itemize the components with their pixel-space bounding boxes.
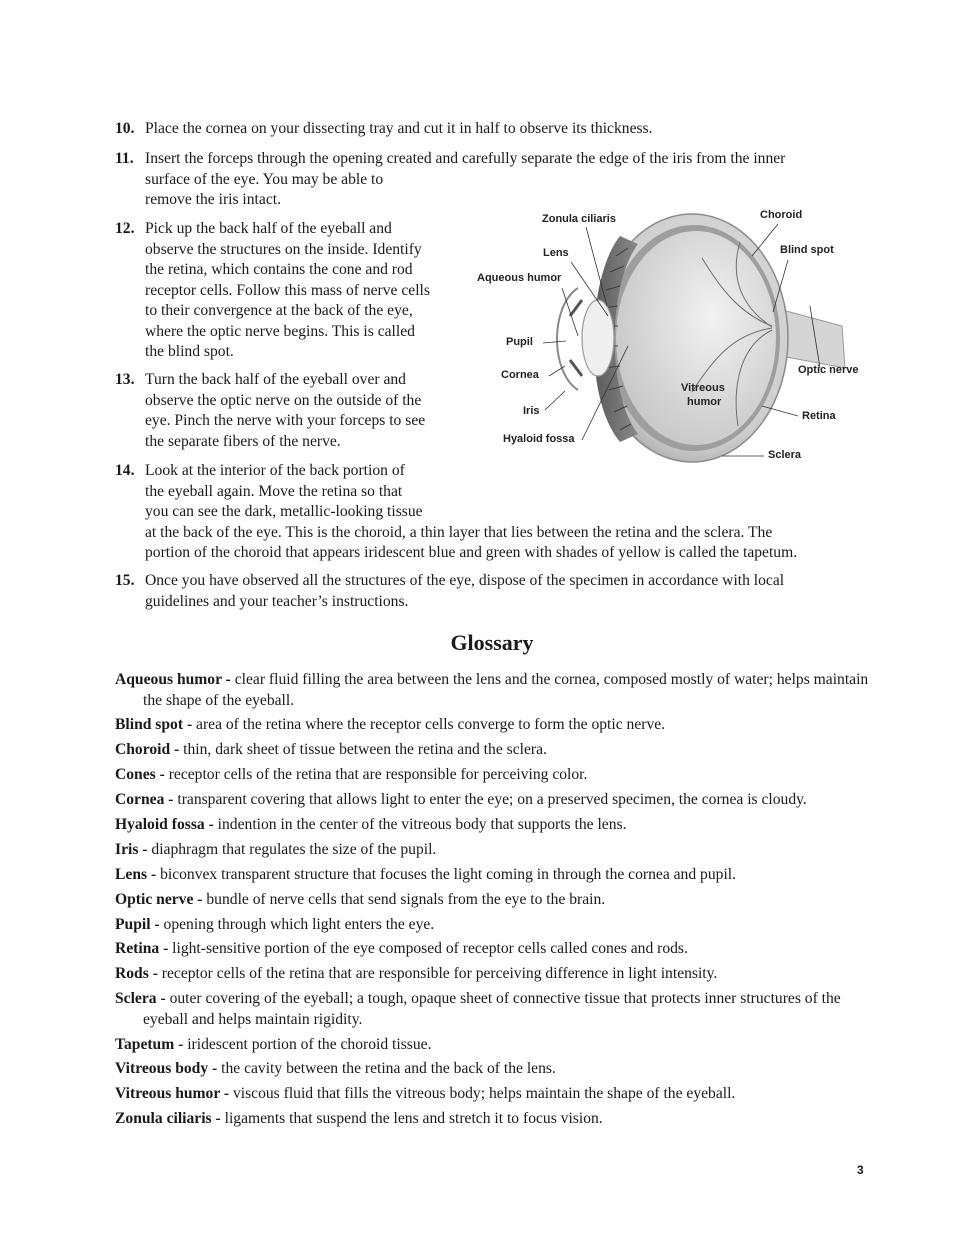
glossary-definition: ligaments that suspend the lens and stretch it to focus vision. bbox=[224, 1110, 603, 1128]
glossary-definition: thin, dark sheet of tissue between the retina and the sclera. bbox=[183, 741, 547, 759]
step-number: 11. bbox=[115, 150, 134, 167]
glossary-heading: Glossary bbox=[450, 630, 534, 655]
label-hyaloid-fossa: Hyaloid fossa bbox=[503, 433, 575, 445]
glossary-term: Choroid - bbox=[115, 741, 184, 759]
glossary-entry bbox=[115, 840, 875, 861]
step-text-line: eye. Pinch the nerve with your forceps to see bbox=[145, 412, 426, 429]
label-retina: Retina bbox=[802, 410, 836, 422]
glossary-term: Rods - bbox=[115, 965, 162, 983]
glossary-list bbox=[115, 670, 875, 1134]
glossary-entry bbox=[115, 890, 875, 911]
step-text-line: observe the optic nerve on the outside of the bbox=[145, 391, 422, 409]
step-text-line: surface of the eye. You may be able to bbox=[145, 170, 384, 188]
glossary-term: Optic nerve - bbox=[115, 890, 207, 908]
step-text-line: Pick up the back half of the eyeball and bbox=[145, 220, 392, 237]
step-text-line: the separate fibers of the nerve. bbox=[145, 432, 341, 450]
eye-anatomy-figure bbox=[470, 196, 870, 486]
label-vitreous-humor-line1: Vitreous bbox=[681, 382, 725, 394]
glossary-definition: bundle of nerve cells that send signals from the eye to the brain. bbox=[206, 890, 606, 908]
glossary-entry bbox=[115, 964, 875, 985]
glossary-term: Aqueous humor - bbox=[115, 671, 235, 688]
step-number: 10. bbox=[115, 120, 135, 137]
glossary-term: Vitreous humor - bbox=[115, 1085, 233, 1103]
step-number: 12. bbox=[115, 220, 135, 237]
glossary-entry bbox=[115, 790, 875, 811]
glossary-entry bbox=[115, 715, 875, 736]
step-text-line: Insert the forceps through the opening created and carefully separate the edge of the iris from the inner bbox=[145, 150, 786, 167]
glossary-definition: receptor cells of the retina that are responsible for perceiving difference in light intensity. bbox=[161, 965, 718, 983]
glossary-entry bbox=[115, 915, 875, 936]
step-10 bbox=[115, 119, 653, 140]
glossary-entry bbox=[115, 815, 875, 836]
step-number: 15. bbox=[115, 572, 135, 589]
glossary-entry bbox=[115, 1059, 875, 1080]
glossary-entry bbox=[115, 1035, 875, 1056]
glossary-definition: transparent covering that allows light to enter the eye; on a preserved specimen, the cornea is cloudy. bbox=[177, 791, 807, 809]
step-text-line: you can see the dark, metallic-looking tissue bbox=[145, 503, 423, 520]
step-text-line: the eyeball again. Move the retina so that bbox=[145, 482, 403, 500]
glossary-term: Iris - bbox=[115, 840, 152, 858]
label-aqueous-humor: Aqueous humor bbox=[477, 272, 562, 284]
step-text-line: Look at the interior of the back portion of bbox=[145, 462, 405, 479]
label-vitreous-humor-line2: humor bbox=[687, 396, 722, 408]
label-pupil: Pupil bbox=[506, 336, 533, 348]
step-text-line: remove the iris intact. bbox=[145, 191, 281, 208]
glossary-entry bbox=[115, 865, 875, 886]
step-15 bbox=[115, 571, 784, 612]
label-optic-nerve: Optic nerve bbox=[798, 364, 859, 376]
glossary-definition: iridescent portion of the choroid tissue. bbox=[187, 1035, 432, 1053]
glossary-definition: biconvex transparent structure that focuses the light coming in through the cornea and pupil. bbox=[160, 865, 737, 883]
step-text-line: where the optic nerve begins. This is called bbox=[145, 322, 415, 340]
step-text-line: to their convergence at the back of the eye, bbox=[145, 302, 413, 319]
glossary-term: Sclera - bbox=[115, 990, 170, 1008]
glossary-definition: clear fluid filling the area between the lens and the cornea, composed mostly of water; helps maintain the shape of the eyeball. bbox=[143, 671, 869, 709]
step-text-line: Turn the back half of the eyeball over and bbox=[145, 371, 406, 388]
page-number: 3 bbox=[857, 1163, 864, 1177]
glossary-entry bbox=[115, 989, 875, 1030]
glossary-definition: diaphragm that regulates the size of the pupil. bbox=[151, 840, 437, 858]
glossary-term: Tapetum - bbox=[115, 1035, 188, 1053]
label-sclera: Sclera bbox=[768, 449, 802, 461]
glossary-definition: receptor cells of the retina that are responsible for perceiving color. bbox=[168, 766, 588, 784]
glossary-term: Vitreous body - bbox=[115, 1060, 222, 1078]
glossary-definition: light-sensitive portion of the eye composed of receptor cells called cones and rods. bbox=[172, 940, 688, 958]
glossary-term: Pupil - bbox=[115, 915, 164, 933]
glossary-term: Retina - bbox=[115, 940, 173, 958]
glossary-term: Cones - bbox=[115, 766, 169, 784]
label-iris: Iris bbox=[523, 405, 540, 417]
glossary-definition: indention in the center of the vitreous body that supports the lens. bbox=[217, 815, 627, 833]
step-text-line: Once you have observed all the structures of the eye, dispose of the specimen in accordance with local bbox=[145, 572, 785, 589]
glossary-term: Lens - bbox=[115, 865, 161, 883]
glossary-definition: the cavity between the retina and the back of the lens. bbox=[221, 1060, 556, 1078]
glossary-entry bbox=[115, 1084, 875, 1105]
step-number: 14. bbox=[115, 462, 135, 479]
step-text-line: the blind spot. bbox=[145, 343, 234, 360]
glossary-entry bbox=[115, 765, 875, 786]
step-number: 13. bbox=[115, 371, 135, 388]
glossary-entry bbox=[115, 1109, 875, 1130]
label-blind-spot: Blind spot bbox=[780, 244, 834, 256]
glossary-definition: area of the retina where the receptor cells converge to form the optic nerve. bbox=[196, 716, 666, 734]
label-lens: Lens bbox=[543, 247, 569, 259]
step-text-line: observe the structures on the inside. Identify bbox=[145, 240, 422, 258]
glossary-entry bbox=[115, 670, 875, 711]
step-text-line: guidelines and your teacher’s instructions. bbox=[145, 592, 409, 610]
step-12 bbox=[115, 219, 430, 363]
step-text-line: at the back of the eye. This is the choroid, a thin layer that lies between the retina and the sclera. The bbox=[145, 523, 773, 541]
glossary-term: Hyaloid fossa - bbox=[115, 815, 218, 833]
label-zonula-ciliaris: Zonula ciliaris bbox=[542, 213, 616, 225]
glossary-definition: viscous fluid that fills the vitreous body; helps maintain the shape of the eyeball. bbox=[232, 1085, 736, 1103]
glossary-definition: opening through which light enters the eye. bbox=[163, 915, 435, 933]
step-text-line: Place the cornea on your dissecting tray and cut it in half to observe its thickness. bbox=[145, 120, 653, 137]
label-cornea: Cornea bbox=[501, 369, 539, 381]
step-text-line: receptor cells. Follow this mass of nerve cells bbox=[145, 281, 430, 299]
glossary-definition: outer covering of the eyeball; a tough, opaque sheet of connective tissue that protects inner structures of the eyeball and helps maintain rigidity. bbox=[143, 990, 841, 1028]
step-text-line: the retina, which contains the cone and rod bbox=[145, 261, 413, 278]
label-choroid: Choroid bbox=[760, 209, 803, 221]
glossary-term: Cornea - bbox=[115, 791, 178, 809]
step-text-line: portion of the choroid that appears iridescent blue and green with shades of yellow is called the tapetum. bbox=[145, 544, 798, 561]
glossary-entry bbox=[115, 740, 875, 761]
glossary-entry bbox=[115, 939, 875, 960]
step-13 bbox=[115, 370, 425, 452]
glossary-term: Zonula ciliaris - bbox=[115, 1110, 225, 1128]
glossary-term: Blind spot - bbox=[115, 716, 197, 734]
